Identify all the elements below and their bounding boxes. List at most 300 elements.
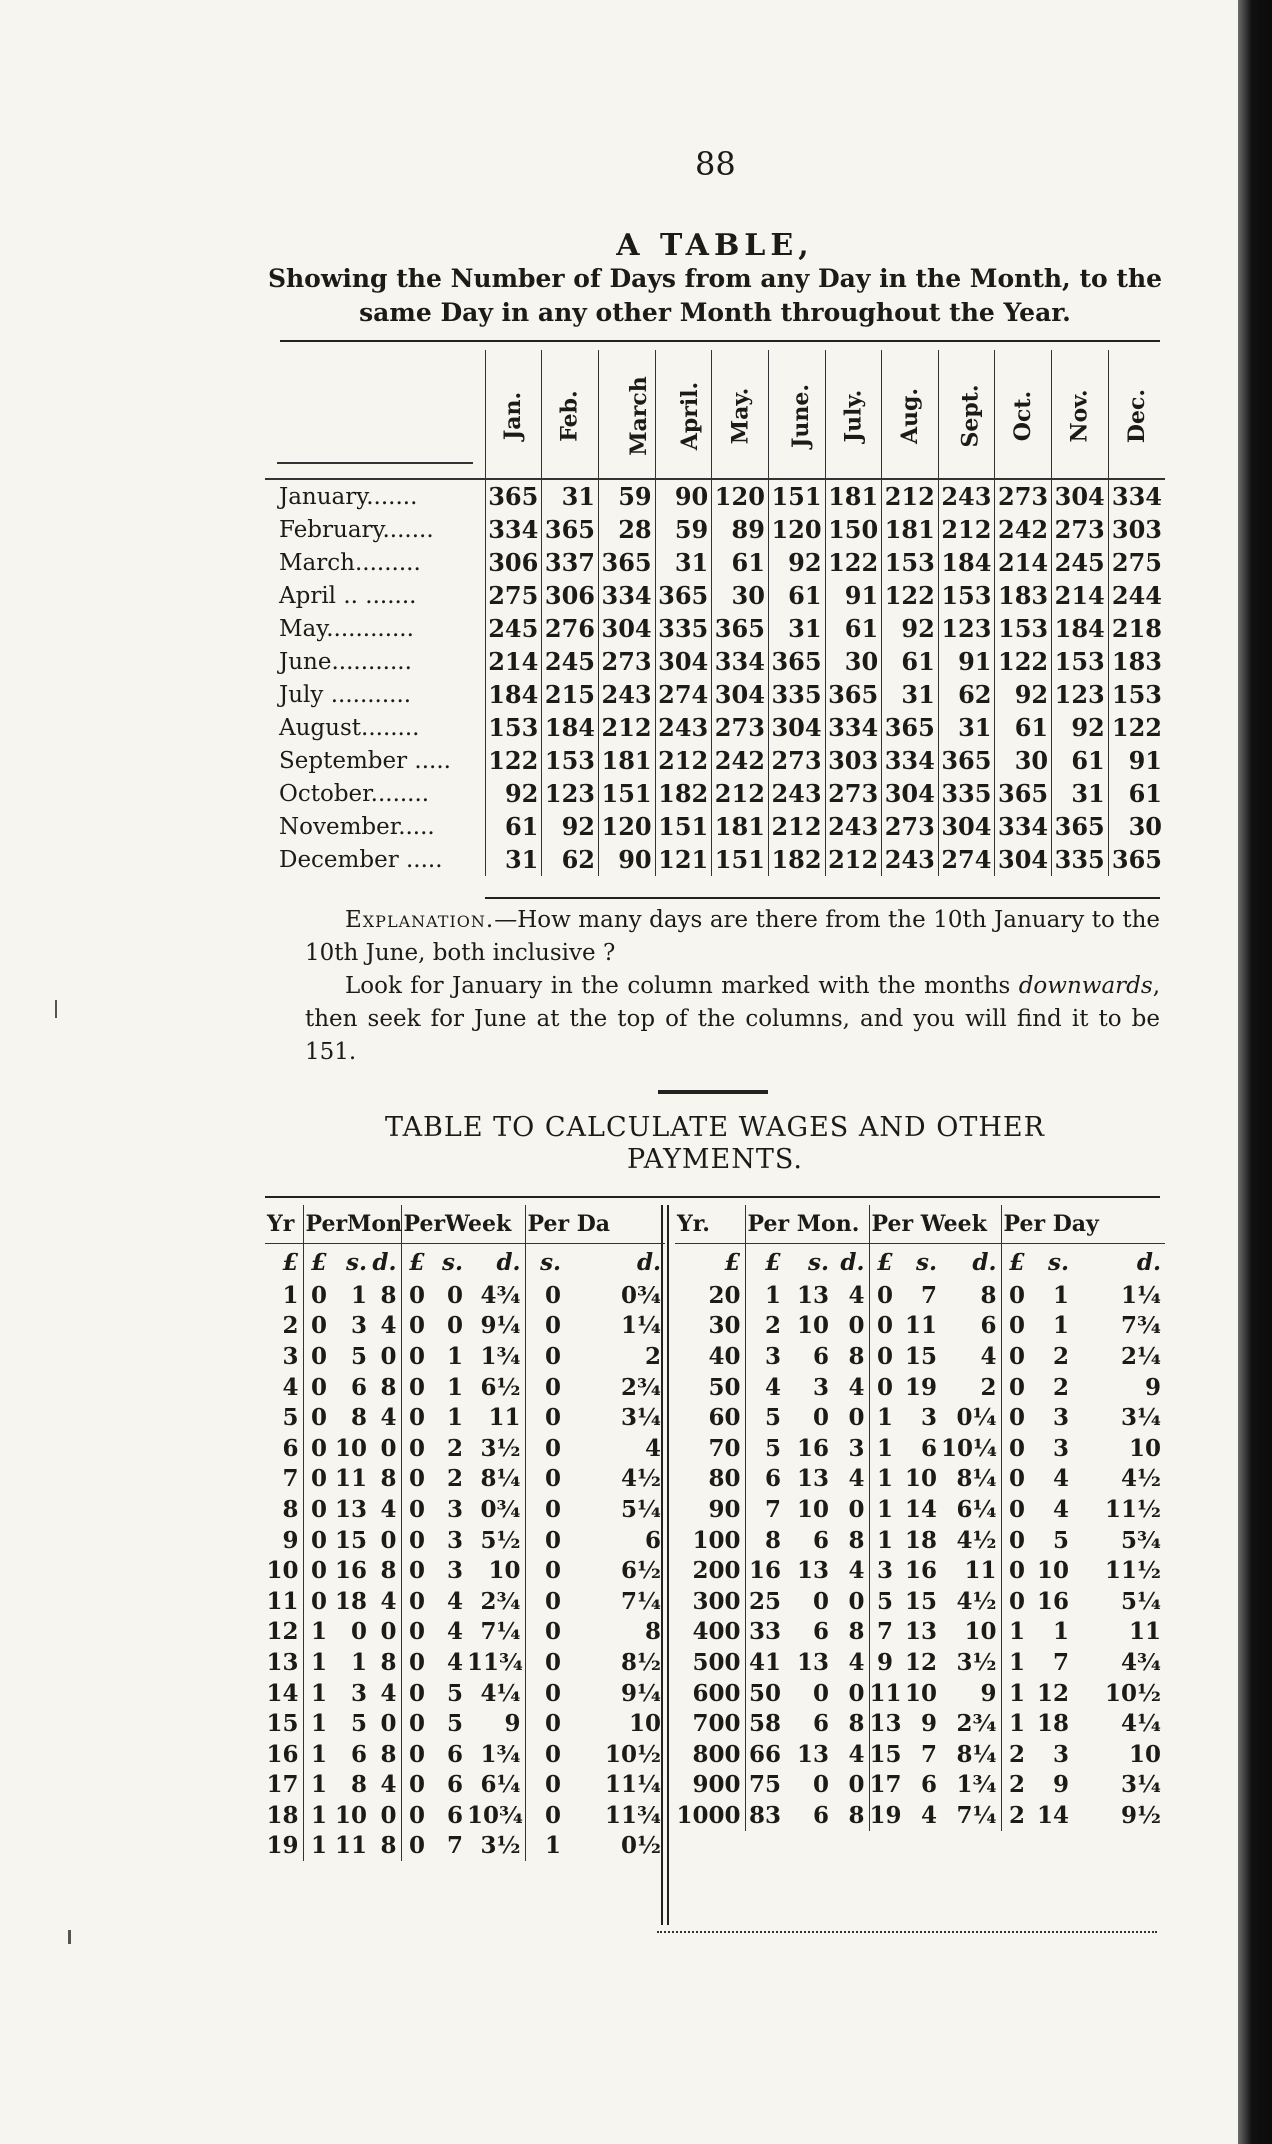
table-row	[265, 479, 1165, 513]
table-cell: 334	[882, 744, 939, 777]
row-label: January.......	[279, 483, 418, 510]
table-cell: 31	[768, 612, 825, 645]
column-header	[768, 350, 825, 479]
table-cell: 218	[1108, 612, 1165, 645]
table-cell: 50	[745, 1678, 785, 1709]
table-cell: 153	[1108, 678, 1165, 711]
table-cell: 212	[768, 810, 825, 843]
table-cell: 4	[980, 1342, 997, 1370]
table-cell: 1	[303, 1647, 331, 1678]
table-cell: 19	[266, 1832, 299, 1860]
table-cell: 92	[882, 612, 939, 645]
table-cell: 6	[446, 1771, 463, 1799]
table-cell: 14	[1036, 1801, 1069, 1829]
table-cell: 3	[812, 1373, 829, 1401]
table-cell: 4¾	[1121, 1648, 1161, 1676]
explanation-question-text: —How many days are there from the 10th January to the 10th June, both inclusive ?	[305, 907, 1160, 966]
table-cell: 1	[1001, 1647, 1029, 1678]
table-cell: 0	[1001, 1555, 1029, 1586]
table-row	[265, 1494, 665, 1525]
unit-label: £	[401, 1244, 429, 1281]
table-cell: 1	[525, 1831, 565, 1862]
table-cell: 0	[869, 1280, 897, 1311]
table-cell: 3½	[956, 1648, 997, 1676]
table-cell: 83	[745, 1800, 785, 1831]
column-header	[938, 350, 995, 479]
table-cell: 15	[266, 1710, 299, 1738]
table-cell: 1¼	[1121, 1281, 1161, 1309]
table-cell: 10	[964, 1618, 997, 1646]
table-cell: 0	[350, 1618, 367, 1646]
table-cell: 5½	[480, 1526, 521, 1554]
table-cell: 212	[882, 479, 939, 513]
table-cell: 7¼	[621, 1587, 662, 1615]
days-table	[265, 350, 1165, 876]
table-cell: 8¼	[956, 1465, 997, 1493]
table-cell: 5	[446, 1710, 463, 1738]
table-cell: 153	[938, 579, 995, 612]
table-row	[265, 810, 1165, 843]
table-cell: 8	[980, 1281, 997, 1309]
table-cell: 30	[825, 645, 882, 678]
unit-label: s.	[808, 1248, 829, 1276]
table-cell: 0	[303, 1280, 331, 1311]
table-cell: 3½	[480, 1832, 521, 1860]
table-cell: 61	[1052, 744, 1109, 777]
table-cell: 4½	[956, 1526, 997, 1554]
table-cell: 10	[904, 1465, 937, 1493]
table-cell: 1000	[676, 1801, 741, 1829]
table-cell: 0	[401, 1708, 429, 1739]
table-cell: 3¼	[621, 1404, 662, 1432]
column-header-label: Aug.	[897, 387, 924, 444]
table-cell: 11	[869, 1679, 902, 1707]
table-cell: 214	[995, 546, 1052, 579]
table-cell: 1	[745, 1280, 785, 1311]
table-cell: 1	[303, 1739, 331, 1770]
unit-label: £	[303, 1244, 331, 1281]
table-cell: 274	[938, 843, 995, 876]
unit-label: s.	[346, 1248, 367, 1276]
table-cell: 1	[446, 1373, 463, 1401]
table-cell: 4	[848, 1740, 865, 1768]
column-header	[1052, 350, 1109, 479]
table-cell: 4	[848, 1648, 865, 1676]
table-cell: 11	[334, 1465, 367, 1493]
table-cell: 1¾	[480, 1342, 521, 1370]
table-cell: 16	[266, 1740, 299, 1768]
days-table-title: A TABLE,	[616, 228, 814, 263]
row-label: September .....	[279, 747, 451, 774]
days-table-header	[265, 350, 1165, 479]
table-cell: 8	[848, 1342, 865, 1370]
table-cell: 4	[380, 1587, 397, 1615]
table-cell: 151	[598, 777, 655, 810]
table-cell: 5	[446, 1679, 463, 1707]
table-cell: 13	[904, 1618, 937, 1646]
table-cell: 3½	[480, 1434, 521, 1462]
table-cell: 1	[303, 1770, 331, 1801]
table-cell: 11	[266, 1587, 299, 1615]
table-row	[675, 1372, 1165, 1403]
table-cell: 4	[380, 1312, 397, 1340]
table-cell: 123	[542, 777, 599, 810]
table-cell: 30	[708, 1312, 741, 1340]
table-cell: 0	[380, 1801, 397, 1829]
column-header	[995, 350, 1052, 479]
wages-column-header: Yr.	[675, 1205, 745, 1244]
wages-column-header: PerMon	[303, 1205, 401, 1244]
table-cell: 20	[708, 1281, 741, 1309]
table-row	[675, 1433, 1165, 1464]
table-cell: 1	[869, 1525, 897, 1556]
table-cell: 243	[655, 711, 712, 744]
days-table-subtitle: Showing the Number of Days from any Day in the Month, to the same Day in any other Month throughout the Year.	[267, 264, 1163, 327]
unit-label: d.	[972, 1248, 997, 1276]
table-cell: 0	[848, 1679, 865, 1707]
row-label: February.......	[279, 516, 434, 543]
row-label: August........	[279, 714, 420, 741]
table-cell: 61	[882, 645, 939, 678]
table-cell: 0	[401, 1647, 429, 1678]
table-cell: 61	[768, 579, 825, 612]
row-label: April .. .......	[279, 582, 417, 609]
table-cell: 0	[446, 1312, 463, 1340]
table-cell: 334	[1108, 479, 1165, 513]
table-cell: 11	[964, 1557, 997, 1585]
table-cell: 5	[282, 1404, 299, 1432]
table-cell: 300	[692, 1587, 741, 1615]
table-cell: 335	[938, 777, 995, 810]
table-cell: 28	[598, 513, 655, 546]
table-row	[265, 645, 1165, 678]
table-cell: 153	[485, 711, 542, 744]
table-cell: 18	[1036, 1710, 1069, 1738]
table-cell: 334	[825, 711, 882, 744]
table-cell: 0	[401, 1586, 429, 1617]
table-cell: 9	[282, 1526, 299, 1554]
table-cell: 365	[938, 744, 995, 777]
table-cell: 91	[1108, 744, 1165, 777]
table-row	[265, 678, 1165, 711]
table-cell: 212	[598, 711, 655, 744]
table-cell: 2¾	[956, 1710, 997, 1738]
table-row	[265, 546, 1165, 579]
table-cell: 7	[446, 1832, 463, 1860]
table-cell: 212	[655, 744, 712, 777]
table-cell: 4	[1052, 1495, 1069, 1523]
table-cell: 1¼	[621, 1312, 662, 1340]
table-cell: 3	[350, 1312, 367, 1340]
table-cell: 4	[380, 1679, 397, 1707]
table-cell: 12	[266, 1618, 299, 1646]
table-cell: 212	[825, 843, 882, 876]
table-row	[265, 579, 1165, 612]
wages-table-title	[265, 1112, 1165, 1176]
table-cell: 5	[350, 1710, 367, 1738]
column-header	[712, 350, 769, 479]
table-cell: 10	[629, 1710, 662, 1738]
table-cell: 3	[745, 1341, 785, 1372]
unit-label: £	[1001, 1244, 1029, 1281]
table-cell: 8	[380, 1465, 397, 1493]
table-cell: 0	[401, 1739, 429, 1770]
table-cell: 1	[869, 1464, 897, 1495]
table-row	[675, 1555, 1165, 1586]
table-cell: 6	[812, 1342, 829, 1370]
table-cell: 0	[525, 1555, 565, 1586]
table-cell: 1	[1001, 1617, 1029, 1648]
wages-units-row	[265, 1244, 665, 1281]
table-cell: 0	[303, 1402, 331, 1433]
table-cell: 0	[1001, 1311, 1029, 1342]
table-cell: 62	[938, 678, 995, 711]
book-spine	[1238, 0, 1272, 2144]
table-cell: 8	[380, 1281, 397, 1309]
table-cell: 4	[446, 1587, 463, 1615]
table-cell: 6	[812, 1801, 829, 1829]
table-cell: 184	[542, 711, 599, 744]
table-cell: 61	[485, 810, 542, 843]
table-cell: 273	[768, 744, 825, 777]
table-cell: 2	[1001, 1739, 1029, 1770]
table-cell: 2¾	[621, 1373, 662, 1401]
table-cell: 0	[303, 1586, 331, 1617]
table-cell: 0	[303, 1525, 331, 1556]
table-cell: 31	[655, 546, 712, 579]
table-cell: 90	[655, 479, 712, 513]
table-cell: 0	[525, 1311, 565, 1342]
table-cell: 7	[920, 1740, 937, 1768]
table-row	[675, 1800, 1165, 1831]
table-cell: 0¼	[956, 1404, 997, 1432]
table-cell: 500	[692, 1648, 741, 1676]
table-cell: 0	[303, 1341, 331, 1372]
table-cell: 61	[712, 546, 769, 579]
table-cell: 0	[812, 1587, 829, 1615]
table-cell: 304	[995, 843, 1052, 876]
table-cell: 0	[812, 1771, 829, 1799]
table-cell: 2¾	[480, 1587, 521, 1615]
table-cell: 60	[708, 1404, 741, 1432]
table-cell: 304	[938, 810, 995, 843]
table-cell: 7¼	[480, 1618, 521, 1646]
unit-label: £	[745, 1244, 785, 1281]
table-cell: 2	[1001, 1770, 1029, 1801]
table-cell: 6	[812, 1710, 829, 1738]
table-cell: 153	[1052, 645, 1109, 678]
table-cell: 4	[848, 1373, 865, 1401]
table-cell: 365	[825, 678, 882, 711]
table-cell: 8	[380, 1832, 397, 1860]
table-cell: 1	[303, 1831, 331, 1862]
table-cell: 100	[692, 1526, 741, 1554]
table-cell: 15	[869, 1740, 902, 1768]
table-cell: 335	[655, 612, 712, 645]
table-cell: 0	[848, 1587, 865, 1615]
table-cell: 122	[825, 546, 882, 579]
table-cell: 181	[598, 744, 655, 777]
table-cell: 4	[1052, 1465, 1069, 1493]
table-row	[675, 1647, 1165, 1678]
column-header-label: March	[625, 375, 652, 456]
table-cell: 10¼	[941, 1434, 997, 1462]
table-cell: 3	[446, 1557, 463, 1585]
row-label: July ...........	[279, 681, 412, 708]
table-cell: 3	[848, 1434, 865, 1462]
table-cell: 13	[796, 1648, 829, 1676]
table-cell: 80	[708, 1465, 741, 1493]
table-row	[265, 1555, 665, 1586]
table-cell: 30	[712, 579, 769, 612]
table-cell: 6	[812, 1526, 829, 1554]
wages-column-header: Per Da	[525, 1205, 665, 1244]
table-cell: 153	[995, 612, 1052, 645]
table-cell: 30	[1108, 810, 1165, 843]
table-cell: 245	[485, 612, 542, 645]
table-cell: 122	[995, 645, 1052, 678]
table-cell: 1	[1052, 1312, 1069, 1340]
row-label: December .....	[279, 846, 443, 873]
table-cell: 2	[282, 1312, 299, 1340]
table-cell: 11	[904, 1312, 937, 1340]
table-cell: 0	[380, 1342, 397, 1370]
column-header	[1108, 350, 1165, 479]
column-header-label: Sept.	[957, 383, 984, 448]
table-cell: 6	[812, 1618, 829, 1646]
table-cell: 2	[1052, 1373, 1069, 1401]
table-cell: 30	[995, 744, 1052, 777]
table-cell: 31	[882, 678, 939, 711]
table-cell: 365	[882, 711, 939, 744]
table-cell: 121	[655, 843, 712, 876]
table-cell: 11¼	[605, 1771, 662, 1799]
table-row	[265, 1739, 665, 1770]
table-cell: 0	[848, 1312, 865, 1340]
unit-label: s.	[525, 1244, 565, 1281]
table-cell: 4	[380, 1771, 397, 1799]
table-row	[675, 1739, 1165, 1770]
table-cell: 9	[504, 1710, 521, 1738]
table-cell: 59	[655, 513, 712, 546]
table-cell: 0	[303, 1433, 331, 1464]
table-cell: 0	[525, 1770, 565, 1801]
table-cell: 91	[825, 579, 882, 612]
table-cell: 7¾	[1121, 1312, 1161, 1340]
wages-title-line2: PAYMENTS.	[626, 1144, 804, 1175]
table-cell: 0	[1001, 1586, 1029, 1617]
table-cell: 9	[980, 1679, 997, 1707]
table-cell: 244	[1108, 579, 1165, 612]
table-cell: 6½	[480, 1373, 521, 1401]
column-header	[485, 350, 542, 479]
table-cell: 3	[869, 1555, 897, 1586]
table-cell: 151	[655, 810, 712, 843]
table-cell: 0	[401, 1402, 429, 1433]
table-cell: 7	[869, 1617, 897, 1648]
explanation-answer-text: Look for January in the column marked with the months	[345, 973, 1019, 999]
table-cell: 0	[525, 1494, 565, 1525]
table-cell: 90	[708, 1495, 741, 1523]
table-cell: 184	[938, 546, 995, 579]
table-cell: 6½	[621, 1557, 662, 1585]
table-cell: 273	[995, 479, 1052, 513]
table-cell: 7	[745, 1494, 785, 1525]
table-cell: 19	[869, 1801, 902, 1829]
unit-label: s.	[442, 1248, 463, 1276]
table-row	[265, 1770, 665, 1801]
table-cell: 182	[655, 777, 712, 810]
table-cell: 4¼	[1121, 1710, 1161, 1738]
table-cell: 4	[380, 1404, 397, 1432]
table-cell: 8	[380, 1557, 397, 1585]
table-cell: 365	[1052, 810, 1109, 843]
table-cell: 61	[995, 711, 1052, 744]
table-cell: 0	[303, 1311, 331, 1342]
table-cell: 6	[446, 1801, 463, 1829]
table-cell: 17	[266, 1771, 299, 1799]
table-cell: 6¼	[480, 1771, 521, 1799]
table-row	[265, 1341, 665, 1372]
table-cell: 400	[692, 1618, 741, 1646]
page-number: 88	[695, 145, 736, 183]
table-cell: 365	[995, 777, 1052, 810]
column-header	[542, 350, 599, 479]
table-cell: 0	[848, 1404, 865, 1432]
table-cell: 0	[401, 1678, 429, 1709]
table-cell: 800	[692, 1740, 741, 1768]
table-cell: 3	[1052, 1740, 1069, 1768]
margin-mark	[55, 1000, 57, 1018]
table-cell: 2	[645, 1342, 662, 1370]
wages-column-header: Per Week	[869, 1205, 1001, 1244]
table-cell: 4	[848, 1281, 865, 1309]
table-cell: 0	[1001, 1280, 1029, 1311]
table-cell: 10½	[1105, 1679, 1161, 1707]
table-cell: 3¼	[1121, 1771, 1161, 1799]
table-cell: 2	[1001, 1800, 1029, 1831]
table-cell: 4½	[621, 1465, 662, 1493]
table-cell: 2	[980, 1373, 997, 1401]
table-row	[675, 1617, 1165, 1648]
table-cell: 41	[745, 1647, 785, 1678]
table-cell: 10½	[605, 1740, 662, 1768]
days-table-body	[265, 479, 1165, 876]
explanation-emphasis: downwards	[1018, 973, 1153, 999]
table-row	[265, 1402, 665, 1433]
table-cell: 3	[446, 1495, 463, 1523]
table-cell: 243	[768, 777, 825, 810]
table-cell: 304	[655, 645, 712, 678]
table-cell: 0	[401, 1280, 429, 1311]
table-cell: 6	[645, 1526, 662, 1554]
table-cell: 10	[266, 1557, 299, 1585]
row-label: November.....	[279, 813, 435, 840]
table-cell: 123	[938, 612, 995, 645]
table-cell: 9	[920, 1710, 937, 1738]
table-cell: 151	[712, 843, 769, 876]
table-cell: 16	[904, 1557, 937, 1585]
table-row	[265, 1464, 665, 1495]
table-row	[265, 777, 1165, 810]
table-cell: 215	[542, 678, 599, 711]
table-cell: 0	[401, 1555, 429, 1586]
table-cell: 8	[350, 1771, 367, 1799]
table-row	[265, 1617, 665, 1648]
table-cell: 31	[542, 479, 599, 513]
table-cell: 16	[334, 1557, 367, 1585]
table-cell: 5¾	[1121, 1526, 1161, 1554]
